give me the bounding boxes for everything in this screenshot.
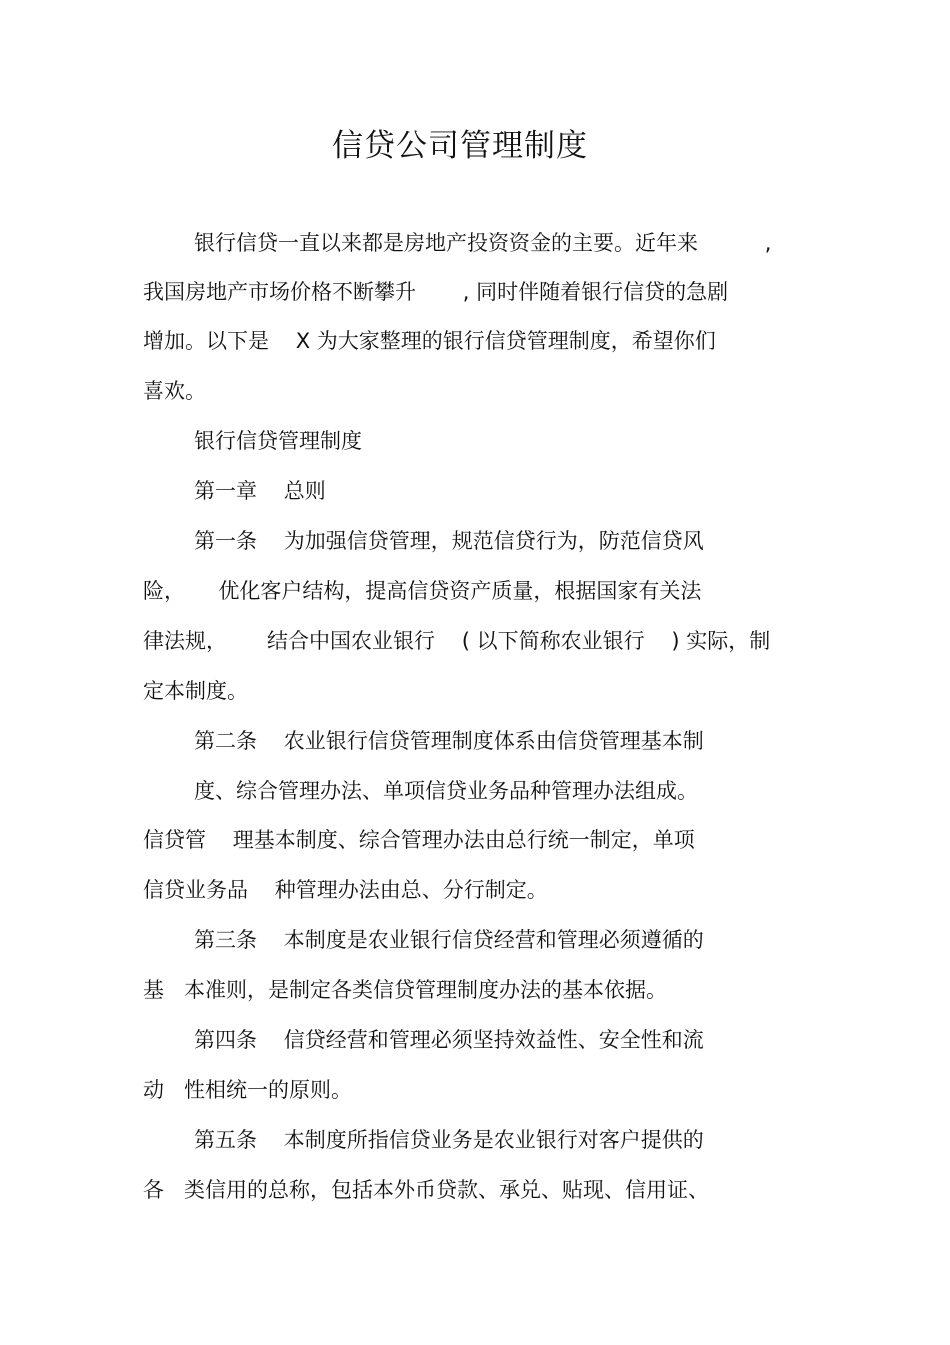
paragraph-line: 各 类信用的总称，包括本外币贷款、承兑、贴现、信用证、 [143, 1178, 710, 1202]
document-title: 信贷公司管理制度 [332, 128, 588, 164]
paragraph-line: 基 本准则，是制定各类信贷管理制度办法的基本依据。 [143, 978, 668, 1002]
paragraph-line: 银行信贷一直以来都是房地产投资资金的主要。近年来 , [194, 231, 772, 255]
article-line: 第四条 信贷经营和管理必须坚持效益性、安全性和流 [194, 1028, 704, 1052]
paragraph-line: 定本制度。 [143, 679, 248, 703]
paragraph-line: 动 性相统一的原则。 [143, 1078, 353, 1102]
paragraph-line: 信贷业务品 种管理办法由总、分行制定。 [143, 878, 548, 902]
article-line: 第一条 为加强信贷管理，规范信贷行为，防范信贷风 [194, 529, 704, 553]
paragraph-line: 信贷管 理基本制度、综合管理办法由总行统一制定，单项 [143, 828, 695, 852]
paragraph-line: 度、综合管理办法、单项信贷业务品种管理办法组成。 [194, 779, 698, 803]
paragraph-line: 增加。以下是 X 为大家整理的银行信贷管理制度，希望你们 [143, 329, 716, 353]
article-line: 第五条 本制度所指信贷业务是农业银行对客户提供的 [194, 1128, 704, 1152]
paragraph-line: 律法规， 结合中国农业银行 ( 以下简称农业银行 ) 实际，制 [143, 629, 771, 653]
article-line: 第三条 本制度是农业银行信贷经营和管理必须遵循的 [194, 928, 704, 952]
article-line: 第二条 农业银行信贷管理制度体系由信贷管理基本制 [194, 729, 704, 753]
section-heading: 银行信贷管理制度 [194, 429, 362, 453]
paragraph-line: 我国房地产市场价格不断攀升 , 同时伴随着银行信贷的急剧 [143, 280, 729, 304]
chapter-heading: 第一章 总则 [194, 479, 326, 503]
paragraph-line: 喜欢。 [143, 379, 206, 403]
paragraph-line: 险， 优化客户结构，提高信贷资产质量，根据国家有关法 [143, 579, 702, 603]
